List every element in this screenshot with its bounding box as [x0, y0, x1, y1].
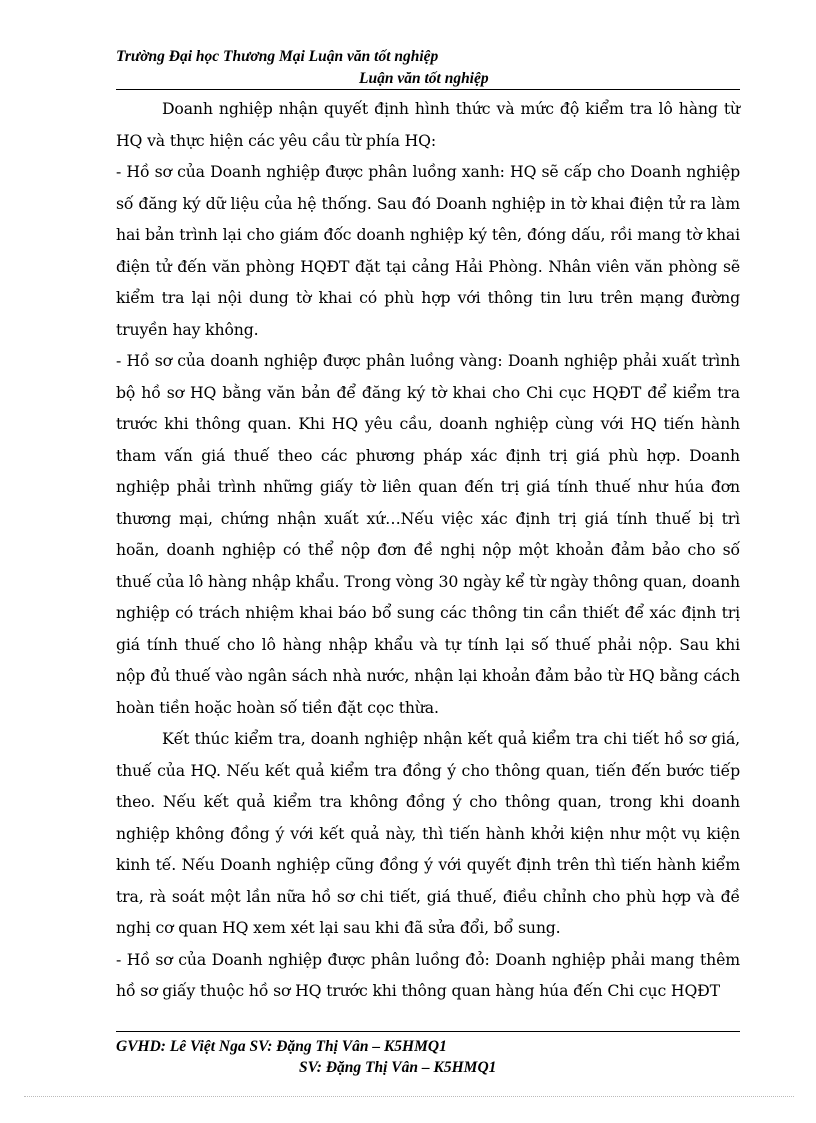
header-university-title: Trường Đại học Thương Mại Luận văn tốt nghiệp: [116, 48, 439, 65]
paragraph-green-channel: - Hồ sơ của Doanh nghiệp được phân luồng xanh: HQ sẽ cấp cho Doanh nghiệp số đăng ký dữ liệu của hệ thống. Sau đó Doanh nghiệp in tờ khai điện tử ra làm hai bản trình lại cho giám đốc doanh nghiệp ký tên, đóng dấu, rồi mang tờ khai điện tử đến văn phòng HQĐT đặt tại cảng Hải Phòng. Nhân viên văn phòng sẽ kiểm tra lại nội dung tờ khai có phù hợp với thông tin lưu trên mạng đường truyền hay không.: [116, 162, 740, 339]
page-edge-dotted-line: [24, 1096, 794, 1097]
paragraph-red-channel: - Hồ sơ của Doanh nghiệp được phân luồng đỏ: Doanh nghiệp phải mang thêm hồ sơ giấy thuộc hồ sơ HQ trước khi thông quan hàng húa đến Chi cục HQĐT: [116, 949, 740, 1000]
page-footer: [116, 1036, 740, 1078]
paragraph-inspection-result: Kết thúc kiểm tra, doanh nghiệp nhận kết quả kiểm tra chi tiết hồ sơ giá, thuế của HQ. Nếu kết quả kiểm tra đồng ý cho thông quan, tiến đến bước tiếp theo. Nếu kết quả kiểm tra không đồng ý cho thông quan, trong khi doanh nghiệp không đồng ý với kết quả này, thì tiến hành khởi kiện như một vụ kiện kinh tế. Nếu Doanh nghiệp cũng đồng ý với quyết định trên thì tiến hành kiểm tra, rà soát một lần nữa hồ sơ chi tiết, giá thuế, điều chỉnh cho phù hợp và đề nghị cơ quan HQ xem xét lại sau khi đã sửa đổi, bổ sung.: [116, 729, 740, 937]
footer-supervisor-line: GVHD: Lê Việt Nga SV: Đặng Thị Vân – K5HMQ1: [116, 1038, 447, 1055]
footer-divider: [116, 1031, 740, 1032]
page-header: [116, 46, 740, 90]
document-body: [116, 93, 740, 1007]
paragraph-yellow-channel: - Hồ sơ của doanh nghiệp được phân luồng vàng: Doanh nghiệp phải xuất trình bộ hồ sơ HQ bằng văn bản để đăng ký tờ khai cho Chi cục HQĐT để kiểm tra trước khi thông quan. Khi HQ yêu cầu, doanh nghiệp cùng với HQ tiến hành tham vấn giá thuế theo các phương pháp xác định trị giá phù hợp. Doanh nghiệp phải trình những giấy tờ liên quan đến trị giá tính thuế như húa đơn thương mại, chứng nhận xuất xứ…Nếu việc xác định trị giá tính thuế bị trì hoãn, doanh nghiệp có thể nộp đơn đề nghị nộp một khoản đảm bảo cho số thuế của lô hàng nhập khẩu. Trong vòng 30 ngày kể từ ngày thông quan, doanh nghiệp có trách nhiệm khai báo bổ sung các thông tin cần thiết để xác định trị giá tính thuế cho lô hàng nhập khẩu và tự tính lại số thuế phải nộp. Sau khi nộp đủ thuế vào ngân sách nhà nước, nhận lại khoản đảm bảo từ HQ bằng cách hoàn tiền hoặc hoàn số tiền đặt cọc thừa.: [116, 351, 740, 717]
footer-student-line: SV: Đặng Thị Vân – K5HMQ1: [299, 1059, 497, 1076]
paragraph-intro: Doanh nghiệp nhận quyết định hình thức và mức độ kiểm tra lô hàng từ HQ và thực hiện các yêu cầu từ phía HQ:: [116, 99, 740, 150]
header-divider: [116, 89, 740, 90]
header-thesis-title: Luận văn tốt nghiệp: [359, 70, 489, 87]
